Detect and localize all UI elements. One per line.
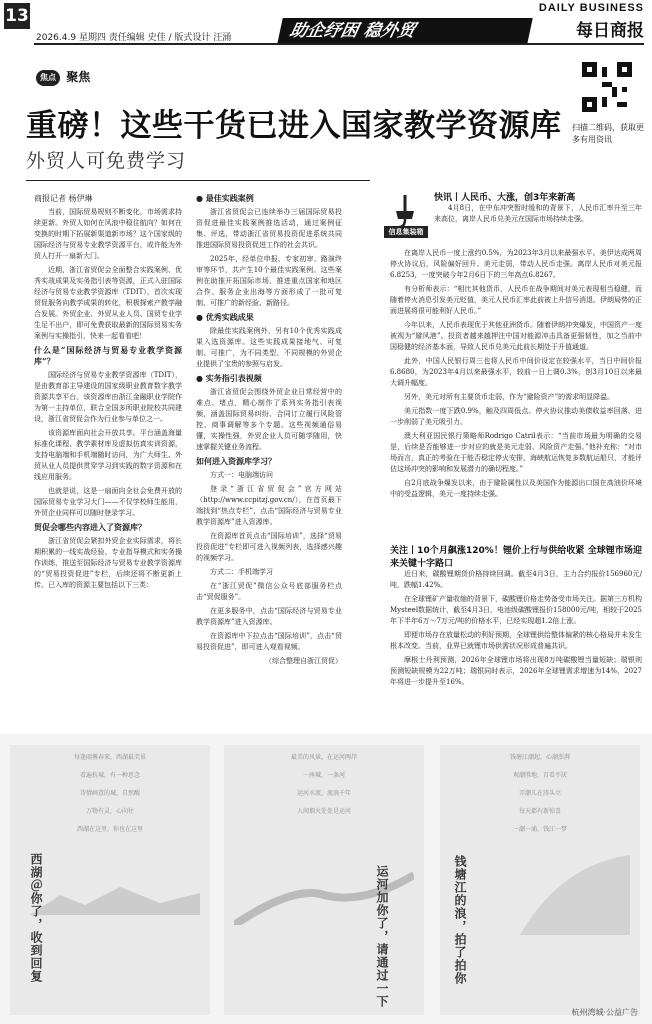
wave-icon	[520, 855, 630, 935]
section-label: 聚焦	[66, 70, 91, 84]
ad-line: 诗情画意的城，自然醒	[79, 790, 140, 797]
subheading: ● 实务指引表视频	[196, 373, 262, 383]
ad-line: 一潮一涌，钱江一梦	[512, 826, 567, 833]
landscape-icon	[30, 875, 200, 915]
ad-panel-qiantang	[440, 745, 640, 1015]
paragraph: 4月8日，在中东冲突暂时缓和的背景下，人民币汇率升至三年来高位，离岸人民币兑美元在国际市场持续走强。	[434, 204, 642, 223]
byline: 商报记者 杨伊琳	[34, 194, 93, 203]
paragraph: 当前，国际贸易规则不断变化，市场需求持续更新。外贸人如何在风浪中稳住航向？如何在变换的时期下拓展新渠道新市场？这个国家级的国际经济与贸易专业教学资源平台，或许能为外贸人打开一扇新大门。	[34, 208, 182, 260]
ad-slogan: 钱塘江的浪，拍了拍你	[453, 855, 467, 985]
paragraph: 在“浙江贸促”微信公众号底部服务栏点击“贸促服务”。	[196, 582, 342, 601]
ad-lines	[224, 749, 424, 821]
ad-lines	[10, 749, 210, 839]
news-brief-1	[434, 190, 642, 228]
paragraph: 在更多服务中，点击“国际经济与贸易专业教学资源库”进入资源库。	[196, 607, 342, 626]
paragraph: 浙江省贸促会已连续举办三届国际贸易投资促进最佳实践案例推选活动，通过案例征集、评选，带动浙江省贸易投资促进系统共同推进国际贸易投资促进工作的社会共识。	[196, 208, 342, 249]
paragraph: 近日来，碳酸锂期货价格持续回调。截至4月3日，主力合约报价156960元/吨，跌幅1.42%。	[390, 570, 642, 589]
news-title: 快讯丨人民币、大涨，创3年来新高	[434, 193, 576, 203]
paper-name: 每日商报	[576, 21, 644, 41]
paragraph: （综合整理自浙江贸促）	[265, 657, 342, 665]
paper-name-en: DAILY BUSINESS	[538, 2, 644, 14]
subheadline: 外贸人可免费学习	[26, 150, 187, 172]
subheading: 贸促会哪些内容进入了资源库？	[34, 522, 146, 532]
paragraph: 方式二：手机端学习	[210, 568, 273, 576]
news-title: 关注丨10个月飙涨120%！锂价上行与供给收紧 全球锂市场迎来关键十字路口	[390, 546, 642, 569]
ad-line: 弄潮儿在涛头立	[518, 790, 561, 797]
ad-lines	[440, 749, 640, 839]
ad-line: 一座城，一条河	[302, 772, 345, 779]
header-rule	[34, 43, 644, 45]
page-number: 13	[4, 3, 30, 29]
paragraph: 美元指数一度下跌0.9%，触及四周低点。停火协议推动美债收益率回落，进一步削弱了美元吸引力。	[390, 407, 642, 426]
paragraph: 即便市场存在放量松动的利好预期，全球锂供给整体偏紧的核心格局并未发生根本改变。当前，业界已就锂市场供需状况形成普遍共识。	[390, 631, 642, 650]
focus-dot: 焦点	[36, 70, 60, 86]
subheading: 什么是“国际经济与贸易专业教学资源库”？	[34, 345, 182, 366]
ad-slogan: 运河加你了，请通过一下	[375, 865, 389, 1008]
headline: 重磅！这些干货已进入国家教学资源库	[26, 108, 562, 144]
subheading: 如何进入资源库学习？	[196, 456, 276, 466]
ad-line: 人间烟火处处是运河	[296, 808, 351, 815]
paragraph: 浙江省贸促会围绕外贸企业日常经营中的难点、堵点，精心制作了系列实务指引表视频，涵盖国际贸易纠纷、合同订立履行风险管控、商事调解等多个专题。这些视频通俗易懂，实操性强，外贸企业人员可随学随用，快速掌握关键业务流程。	[196, 388, 342, 451]
ad-panel-canal	[224, 745, 424, 1015]
news-brief-2	[390, 543, 642, 691]
paragraph: 摩根士丹利预测，2026年全球锂市场将出现8万吨碳酸锂当量短缺；瑞银则预测短缺规模为22万吨；瑞银同时表示，2026年全球锂需求增速为14%，2027年将进一步提升至16%。	[390, 656, 642, 686]
ad-line: 运河水流，流淌千年	[296, 790, 351, 797]
ad-slogan: 西湖＠你了，收到回复	[29, 853, 43, 983]
section-badge	[36, 68, 90, 86]
ad-line: 每天都有新惊喜	[518, 808, 561, 815]
news-brief-1-body	[390, 248, 642, 503]
qr-caption: 扫描二维码，获取更多有用资讯	[572, 123, 644, 144]
ad-line: 每逢雨雾春来，西湖最美景	[73, 754, 146, 761]
paragraph: 有分析师表示：“相比其他货币，人民币在战争期间对美元表现相当稳健，而随着停火消息引发美元贬值，美元人民币汇率此前被上升信号消退。伊朗局势的正面进展将很可能利好人民币。”	[390, 285, 642, 315]
qr-code-icon[interactable]	[582, 62, 632, 112]
paragraph: 在全球锂矿产量收缩的背景下，碳酸锂价格走势备受市场关注。据第三方机构Mysteel数据统计，截至4月3日，电池级碳酸锂报价158000元/吨，相较于2025年下半年6万～7万元/吨的价格水平，已经实现超1.2倍上涨。	[390, 595, 642, 625]
ad-panel-west-lake	[10, 745, 210, 1015]
ad-line: 西湖在这里，你也在这里	[76, 826, 143, 833]
paragraph: 自2月底战争爆发以来，由于避险属性以及美国作为能源出口国在高油价环境中的受益逻辑，美元一度持续走强。	[390, 479, 642, 498]
article-rule	[26, 180, 370, 181]
subheading: ● 优秀实践成果	[196, 312, 254, 322]
ad-line: 观潮胜地，百看不厌	[512, 772, 567, 779]
info-tile-label: 信息集装箱	[384, 226, 428, 238]
ad-line: 钱塘江潮起，心潮澎湃	[509, 754, 570, 761]
paragraph: 在资源库首页点击“国际培训”，选择“贸易投资促进”专栏即可进入视频列表，选择感兴趣的视频学习。	[196, 532, 342, 562]
paragraph: 2025年，经单位申报、专家初审、路演终审等环节，共产生10个最佳实践案例。这些案例在助推开拓国际市场、推进重点国家和地区合作、服务企业出海等方面形成了一批可复制、可推广的新经验、新路径。	[196, 255, 342, 307]
paragraph: 浙江省贸促会紧扣外贸企业实际需求，将长期积累的一线实战经验、专业指导模式和实务操作训练，推送至国际经济与贸易专业教学资源库的“贸易投资促进”专栏，后续还将不断更新上传。已入库的资源主要包括以下三类：	[34, 537, 182, 589]
paragraph: 国际经济与贸易专业教学资源库（TDIT），是由教育部主导建设的国家级职业教育数字教学资源共享平台。该资源库由浙江金融职业学院作为第一主持单位，联合全国多所职业院校共同建设，浙江省贸促会作为行业参与单位之一。	[34, 371, 182, 423]
subheading: ● 最佳实践案例	[196, 193, 254, 203]
paragraph: 在离岸人民币一度上涨约0.5%，为2023年3月以来最强水平。美伊达成两周停火协议后，风险偏好回升、美元走弱，带动人民币走强。离岸人民币对美元报6.8253，一度突破今年2月6日下的三年高点6.8267。	[390, 249, 642, 279]
paragraph: 也就是说，这是一扇面向全社会免费开放的国际贸易专业学习大门——不仅学校师生能用，外贸企业同样可以随时登录学习。	[34, 487, 182, 517]
paragraph: 除最佳实践案例外，另有10个优秀实践成果入选资源库。这些实践成果接地气、可复制、可推广，为不同类型、不同规模的外贸企业提供了宝贵的参照与启发。	[196, 327, 342, 368]
paragraph: 该资源库面向社会开放共享。平台涵盖海量标准化课程、教学素材库及虚拟仿真实训资源，支持电脑端和手机端随时访问，为广大师生、外贸从业人员提供贯穿学习到实践的数字资源和在线应用服务。	[34, 429, 182, 481]
paragraph: 此外，中国人民银行周三也将人民币中间价设定在较强水平，当日中间价报6.8680，为2023年4月以来最强水平，较前一日上调0.3%，创3月10日以来最大调升幅度。	[390, 357, 642, 387]
paragraph: 在资源库中下拉点击“国际培训”，点击“贸易投资促进”，即可进入观看视频。	[196, 632, 342, 651]
ad-line: 万物有灵，心向往	[85, 808, 134, 815]
slogan-banner: 助企纾困 稳外贸	[277, 18, 533, 44]
ad-footer: 杭州湾城·公益广告	[571, 1008, 638, 1017]
paragraph: 今年以来，人民币表现优于其他亚洲货币。随着伊朗冲突爆发，中国资产一度被视为“避风港”。投资者越来越押注中国对能源冲击具备更强韧性，加之当前中国稳健的经济基本面，导致人民币兑美元此前长期处于升值通道。	[390, 321, 642, 351]
ad-line: 最美的风景，在运河两岸	[290, 754, 357, 761]
paragraph: 登录“浙江省贸促会”官方网站（http://www.ccpitzj.gov.cn/），在首页最下端找到“热点专栏”，点击“国际经济与贸易专业教学资源库”进入资源库。	[196, 485, 342, 526]
paragraph: 另外，美元对所有主要货币走弱，作为“避险资产”的需求明显降温。	[404, 393, 615, 401]
paragraph: 方式一：电脑端访问	[210, 471, 273, 479]
paragraph: 近期，浙江省贸促会全面整合实践案例、优秀实战成果及实务指引表等资源，正式入驻国际经济与贸易专业教学资源库（TDIT），首次实现贸促服务向教学成果的转化，积极探索产教学融合发展。外贸企业、外贸从业人员、国贸专业学生足不出户，即可免费获取最新的国际贸易实务案例与实操指引，快来一起看看吧！	[34, 266, 182, 340]
paragraph: 澳大利亚国民银行策略师Rodrigo Catril表示：“当前市场最为明确的交易是，后续是否能够进一步对应的就是美元走弱、风险资产走强。”他补充称：“对市场而言，真正的考验在于能否稳定停火安排，海峡航运恢复多数航运船只，才能评估这场冲突的影响和发展潜力的确切程度。”	[390, 432, 642, 473]
article-column-2	[196, 190, 342, 670]
date-line: 2026.4.9 星期四 责任编辑 史佳 / 版式设计 汪涌	[36, 33, 232, 43]
ad-line: 看遍杭城，有一种思念	[79, 772, 140, 779]
article-column-1	[34, 190, 182, 594]
